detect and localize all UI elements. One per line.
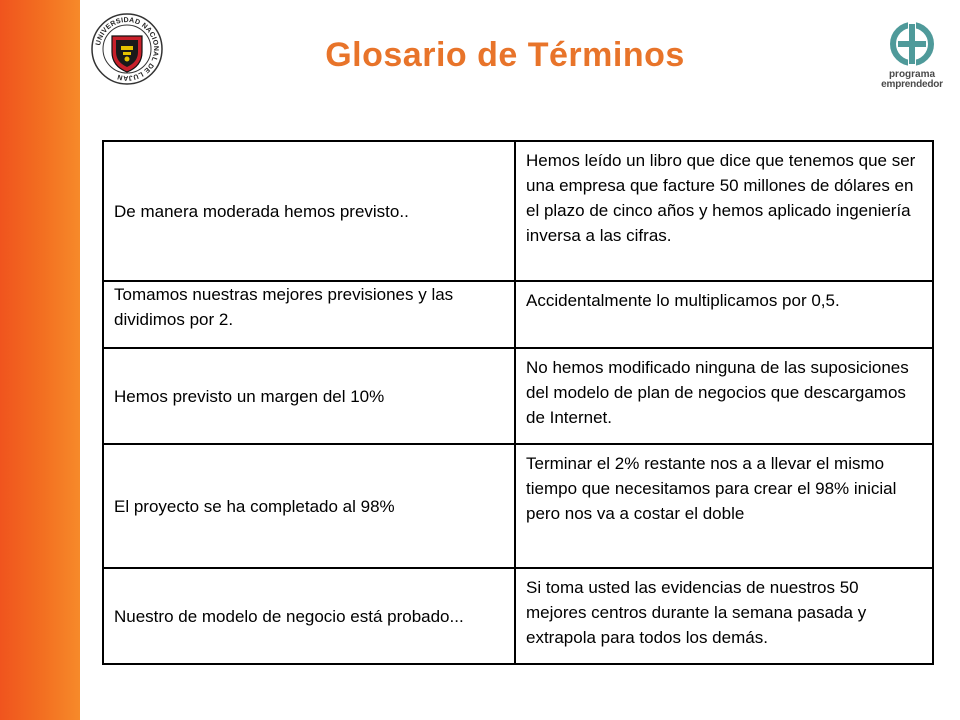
logo-line-programa: programa <box>888 69 936 80</box>
meaning-cell: No hemos modificado ninguna de las suposiciones del modelo de plan de negocios que descargamos de Internet. <box>515 348 933 444</box>
term-cell: Hemos previsto un margen del 10% <box>103 348 515 444</box>
meaning-cell: Terminar el 2% restante nos a a llevar el mismo tiempo que necesitamos para crear el 98% inicial pero nos va a costar el doble <box>515 444 933 568</box>
table-row <box>103 568 933 664</box>
term-cell: Nuestro de modelo de negocio está probado... <box>103 568 515 664</box>
page-title: Glosario de Términos <box>325 36 685 74</box>
seal-text: UNIVERSIDAD NACIONAL DE LUJAN <box>95 16 160 82</box>
term-cell: De manera moderada hemos previsto.. <box>103 141 515 281</box>
table-row <box>103 444 933 568</box>
side-accent-bar <box>0 0 80 720</box>
meaning-cell: Si toma usted las evidencias de nuestros 50 mejores centros durante la semana pasada y extrapola para todos los demás. <box>515 568 933 664</box>
meaning-cell: Accidentalmente lo multiplicamos por 0,5. <box>515 281 933 348</box>
table-row <box>103 141 933 281</box>
term-cell: Tomamos nuestras mejores previsiones y las dividimos por 2. <box>103 281 515 348</box>
glossary-table <box>102 140 934 665</box>
table-row <box>103 348 933 444</box>
programa-emprendedor-logo <box>876 18 948 102</box>
meaning-cell: Hemos leído un libro que dice que tenemos que ser una empresa que facture 50 millones de dólares en el plazo de cinco años y hemos aplicado ingeniería inversa a las cifras. <box>515 141 933 281</box>
table-row <box>103 281 933 348</box>
logo-line-emprendedor: emprendedor <box>881 79 943 90</box>
term-cell: El proyecto se ha completado al 98% <box>103 444 515 568</box>
logo-mark-icon <box>884 18 940 70</box>
